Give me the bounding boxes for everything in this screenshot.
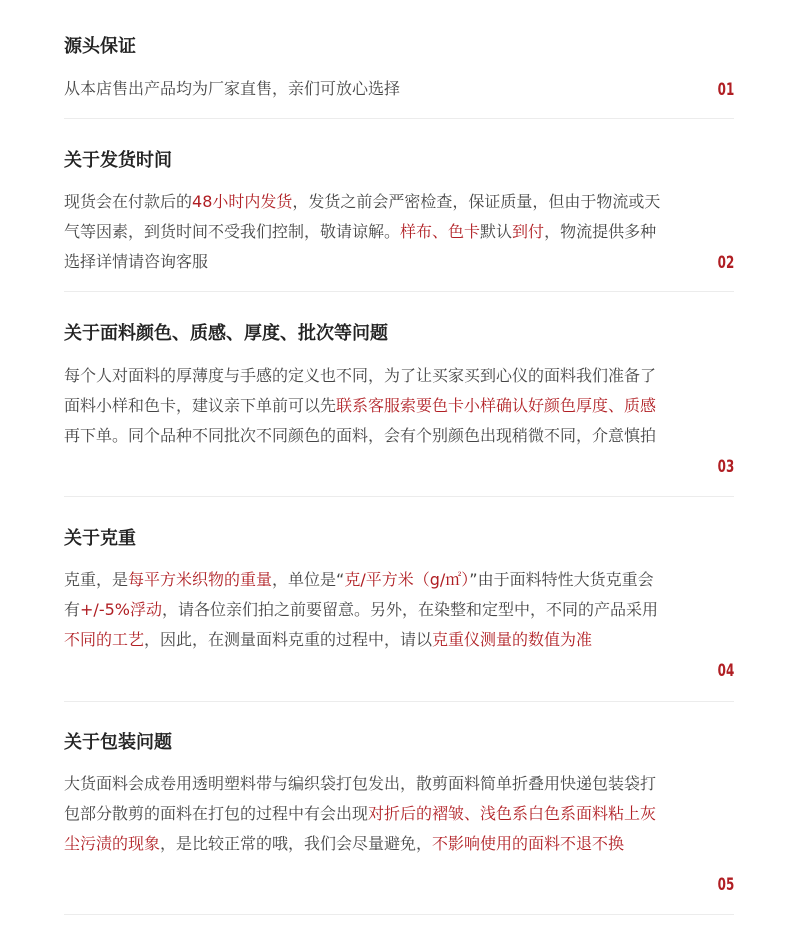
body-text: ，发货之前会严密检查，保证质量，但由于物流或天气等因素，到货时间不受我们控制，敬请谅解。 — [64, 192, 661, 241]
section-body — [64, 769, 669, 859]
body-text: 从本店售出产品均为厂家直售，亲们可放心选择 — [64, 79, 401, 98]
body-text: ，请各位亲们拍之前要留意。另外，在染整和定型中，不同的产品采用 — [161, 600, 658, 619]
section-number: 03 — [717, 457, 734, 477]
highlight-text: 克重仪测量的数值为准 — [432, 630, 593, 649]
body-text: 现货会在付款后的 — [64, 192, 193, 211]
highlight-text: 联系客服索要色卡小样确认好颜色厚度、质感 — [336, 396, 657, 415]
section-body — [64, 187, 669, 277]
body-text: 克重，是 — [64, 570, 129, 589]
body-text: 默认 — [480, 222, 513, 241]
section-body — [64, 361, 669, 451]
section-number: 01 — [717, 80, 734, 100]
highlight-text: +/-5%浮动 — [80, 600, 162, 619]
section-title: 关于发货时间 — [64, 150, 172, 171]
section-title: 源头保证 — [64, 36, 136, 57]
section-number: 02 — [717, 253, 734, 273]
section-title: 关于包装问题 — [64, 732, 172, 753]
body-text: 再下单。同个品种不同批次不同颜色的面料，会有个别颜色出现稍微不同，介意慎拍 — [64, 426, 657, 445]
section-fabric-quality — [64, 292, 734, 497]
highlight-text: 不同的工艺 — [64, 630, 145, 649]
section-title: 关于面料颜色、质感、厚度、批次等问题 — [64, 323, 388, 344]
body-text: ，因此，在测量面料克重的过程中，请以 — [144, 630, 433, 649]
highlight-text: 不影响使用的面料不退不换 — [432, 834, 625, 853]
highlight-text: 48小时内发货 — [192, 192, 293, 211]
body-text: 每个人对面料的厚薄度与手感的定义也不同，为了让买家买到心仪的面料我们准备了面料小样和色卡，建议亲下单前可以先 — [64, 366, 657, 415]
section-packaging — [64, 702, 734, 915]
section-title: 关于克重 — [64, 528, 136, 549]
body-text: 大货面料会成卷用透明塑料带与编织袋打包发出，散剪面料简单折叠用快递包装袋打包部分散剪的面料在打包的过程中有会出现 — [64, 774, 657, 823]
highlight-text: 对折后的褶皱、浅色系白色系面料粘上灰尘污渍的现象 — [64, 804, 657, 853]
section-number: 05 — [717, 875, 734, 895]
highlight-text: 每平方米织物的重量 — [128, 570, 273, 589]
highlight-text: 到付 — [512, 222, 545, 241]
section-source-guarantee — [64, 0, 734, 119]
section-body — [64, 565, 669, 655]
notice-list — [64, 0, 734, 915]
highlight-text: 样布、色卡 — [400, 222, 481, 241]
body-text: ，单位是“ — [272, 570, 345, 589]
body-text: ”由于面料特性大货克重会有 — [64, 570, 654, 619]
body-text: ，物流提供多种选择详情请咨询客服 — [64, 222, 657, 271]
body-text: ，是比较正常的哦，我们会尽量避免， — [160, 834, 433, 853]
section-body — [64, 74, 669, 104]
highlight-text: 克/平方米（g/㎡） — [344, 570, 470, 589]
section-weight — [64, 497, 734, 702]
section-shipping-time — [64, 119, 734, 292]
section-number: 04 — [717, 661, 734, 681]
